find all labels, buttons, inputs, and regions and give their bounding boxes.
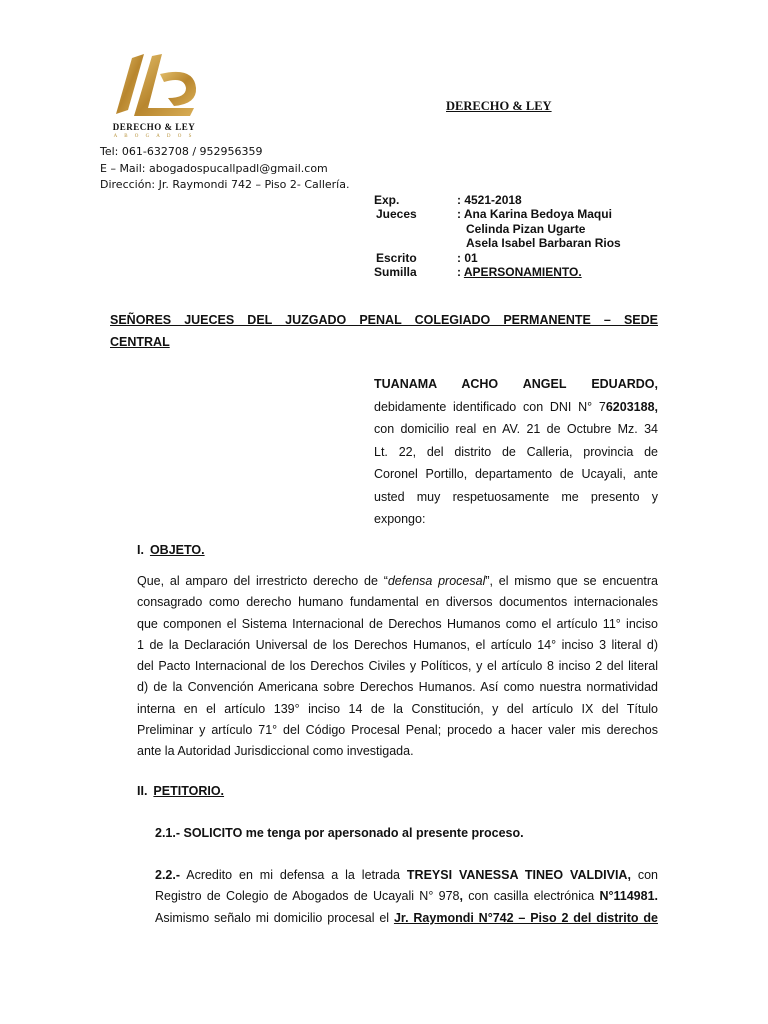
party-dni: 6203188, bbox=[605, 399, 658, 414]
exp-label: Exp. bbox=[374, 193, 400, 207]
petitorio-2-2-line-1 bbox=[155, 865, 658, 886]
derecho-ley-monogram-icon bbox=[104, 52, 204, 122]
logo-name: DERECHO & LEY bbox=[112, 122, 196, 132]
summary-colon: : bbox=[457, 265, 464, 279]
section-1-label: OBJETO. bbox=[149, 543, 205, 557]
contact-phone: Tel: 061-632708 / 952956359 bbox=[100, 145, 263, 158]
objeto-line-6: d) de la Convención Americana sobre Derechos Humanos. Así como nuestra normatividad bbox=[137, 680, 658, 695]
petitorio-2-2-number: 2.2.- bbox=[155, 868, 181, 882]
objeto-text-b: ”, el mismo que se encuentra bbox=[485, 574, 658, 588]
exp-value: : 4521-2018 bbox=[457, 193, 522, 207]
addressee-line-2: CENTRAL bbox=[110, 335, 170, 349]
casilla-text: con casilla electrónica bbox=[462, 889, 600, 904]
party-line-2 bbox=[374, 396, 658, 419]
objeto-line-9: ante la Autoridad Jurisdiccional como investigada. bbox=[137, 744, 414, 759]
summary-value: APERSONAMIENTO. bbox=[463, 265, 582, 279]
section-2-number: II. bbox=[137, 784, 148, 798]
petitorio-2-2-line-2 bbox=[155, 886, 658, 907]
section-1-body bbox=[137, 571, 658, 763]
party-line-4: Lt. 22, del distrito de Calleria, provincia de bbox=[374, 444, 658, 459]
summary-label: Sumilla bbox=[374, 265, 417, 279]
petitorio-2-2-text-b: con bbox=[630, 868, 658, 882]
writ-label: Escrito bbox=[376, 251, 417, 265]
section-2-title bbox=[137, 784, 224, 798]
addressee-line-1: SEÑORES JUECES DEL JUZGADO PENAL COLEGIADO PERMANENTE – SEDE bbox=[110, 313, 658, 327]
objeto-line-7: interna en el artículo 139° inciso 14 de la Constitución, y del artículo IX del Título bbox=[137, 701, 658, 716]
judge-3: Asela Isabel Barbaran Rios bbox=[466, 236, 621, 250]
judge-1: : Ana Karina Bedoya Maqui bbox=[457, 207, 612, 221]
objeto-line-8: Preliminar y artículo 71° del Código Procesal Penal; procedo a hacer valer mis derechos bbox=[137, 723, 658, 738]
firm-logo bbox=[104, 52, 204, 142]
contact-email: E – Mail: abogadospucallpadl@gmail.com bbox=[100, 162, 328, 175]
bar-registry: Registro de Colegio de Abogados de Ucayali N° 978 bbox=[155, 889, 460, 904]
petitorio-2-2-line-3 bbox=[155, 908, 658, 929]
judges-label: Jueces bbox=[376, 207, 417, 221]
casilla-number: N°114981. bbox=[599, 889, 658, 904]
petitorio-2-1: 2.1.- SOLICITO me tenga por apersonado al presente proceso. bbox=[155, 826, 524, 840]
attorney-name: TREYSI VANESSA TINEO VALDIVIA, bbox=[406, 868, 631, 882]
objeto-line-3: que componen el Sistema Internacional de Derechos Humanos como el artículo 11° inciso bbox=[137, 616, 658, 631]
objeto-line-2: consagrado como derecho humano fundamental en diversos documentos internacionales bbox=[137, 595, 658, 610]
objeto-text-a: Que, al amparo del irrestricto derecho de “ bbox=[137, 574, 388, 588]
section-1-title bbox=[137, 543, 205, 557]
party-line-7: expongo: bbox=[374, 512, 426, 526]
objeto-line-4: 1 de la Declaración Universal de los Derechos Humanos, el artículo 14° inciso 3 literal d) bbox=[137, 637, 658, 652]
objeto-emphasis: defensa procesal bbox=[387, 574, 486, 588]
logo-tagline: A B O G A D O S bbox=[113, 134, 195, 139]
petitorio-2-2-text-a: Acredito en mi defensa a la letrada bbox=[180, 868, 407, 882]
party-name: TUANAMA ACHO ANGEL EDUARDO, bbox=[374, 377, 658, 391]
domicilio-procesal: Jr. Raymondi N°742 – Piso 2 del distrito de bbox=[393, 910, 658, 925]
firm-heading: DERECHO & LEY bbox=[446, 99, 552, 113]
party-block bbox=[374, 373, 658, 531]
contact-address: Dirección: Jr. Raymondi 742 – Piso 2- Callería. bbox=[100, 178, 350, 191]
summary bbox=[457, 265, 582, 280]
section-1-number: I. bbox=[137, 543, 144, 557]
writ-value: : 01 bbox=[457, 251, 478, 265]
section-2-label: PETITORIO. bbox=[153, 784, 225, 798]
party-line-5: Coronel Portillo, departamento de Ucayali, ante bbox=[374, 467, 658, 481]
domicilio-text: Asimismo señalo mi domicilio procesal el bbox=[155, 910, 394, 925]
party-line-3: con domicilio real en AV. 21 de Octubre Mz. 34 bbox=[374, 422, 658, 436]
party-line-6: usted muy respetuosamente me presento y bbox=[374, 489, 658, 504]
objeto-line-1 bbox=[137, 571, 658, 592]
objeto-line-5: del Pacto Internacional de los Derechos Civiles y Políticos, y el artículo 8 inciso 2 del literal bbox=[137, 659, 658, 674]
bar-registry-comma: , bbox=[459, 889, 463, 904]
judge-2: Celinda Pizan Ugarte bbox=[466, 222, 586, 236]
party-dni-text: debidamente identificado con DNI N° 7 bbox=[374, 399, 606, 414]
petitorio-2-2 bbox=[155, 865, 658, 929]
